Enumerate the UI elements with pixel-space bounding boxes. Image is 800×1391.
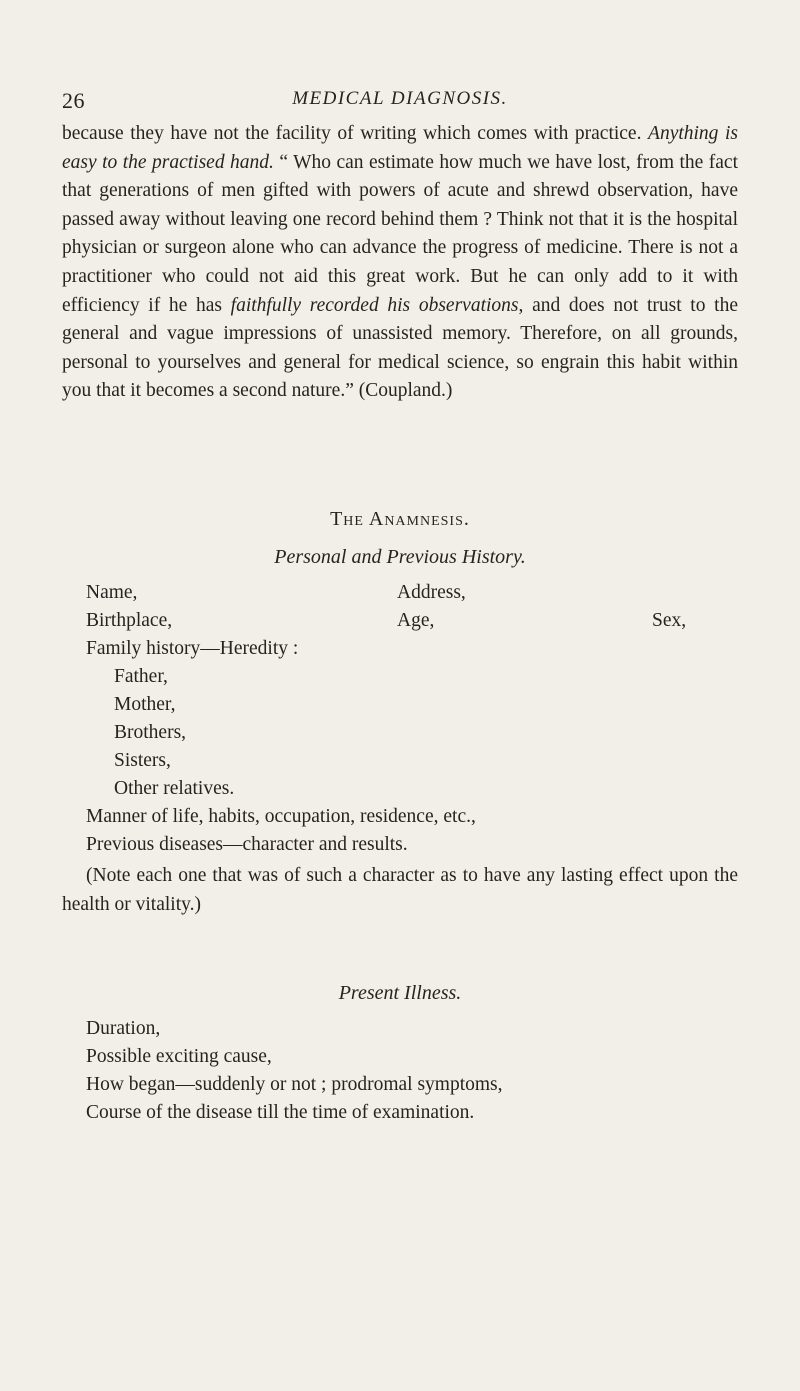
address-field-label: Address, <box>397 582 466 603</box>
page-number: 26 <box>62 88 85 113</box>
sex-field-label: Sex, <box>652 610 687 631</box>
previous-diseases-note: (Note each one that was of such a character as to have any lasting effect upon the health or vitality.) <box>62 865 738 915</box>
manner-of-life-label: Manner of life, habits, occupation, residence, etc., <box>86 806 476 827</box>
paragraph-italic-maxim: Anything is easy to the practised hand. <box>62 123 738 173</box>
previous-diseases-label: Previous diseases—character and results. <box>86 834 408 855</box>
present-item-onset: How began—suddenly or not ; prodromal symptoms, <box>86 1074 503 1095</box>
personal-history-heading: Personal and Previous History. <box>274 546 526 568</box>
relative-mother: Mother, <box>114 694 176 715</box>
relative-other: Other relatives. <box>114 778 235 799</box>
present-item-course: Course of the disease till the time of examination. <box>86 1102 475 1123</box>
present-item-cause: Possible exciting cause, <box>86 1046 272 1067</box>
age-field-label: Age, <box>397 610 435 631</box>
present-illness-heading: Present Illness. <box>338 982 462 1004</box>
section-title: The Anamnesis. <box>330 508 470 530</box>
paragraph-text-c: , and does not trust to the general and vague impressions of unassisted memory. Therefore, on all grounds, personal to yourselves and general for medical science, so engrain this habit within you that it becomes a second nature.” (Coupland.) <box>62 294 738 402</box>
paragraph-text-a: because they have not the facility of writing which comes with practice. <box>62 123 649 144</box>
paragraph-italic-phrase: faithfully recorded his observations <box>230 294 519 316</box>
running-title: MEDICAL DIAGNOSIS. <box>292 88 508 109</box>
birthplace-field-label: Birthplace, <box>86 610 173 631</box>
name-field-label: Name, <box>86 582 138 603</box>
family-history-label: Family history—Heredity : <box>86 638 299 659</box>
relative-father: Father, <box>114 666 168 687</box>
relative-brothers: Brothers, <box>114 722 187 743</box>
relative-sisters: Sisters, <box>114 750 171 771</box>
paragraph-text-b: “ Who can estimate how much we have lost, from the fact that generations of men gifted with powers of acute and shrewd observation, have passed away without leaving one record behind them ? Think not that it is the hospital physician or surgeon alone who can advance the progress of medicine. There is not a practitioner who could not aid this great work. But he can only add to it with efficiency if he has <box>62 151 738 316</box>
present-item-duration: Duration, <box>86 1018 161 1039</box>
body-paragraph <box>62 120 738 406</box>
